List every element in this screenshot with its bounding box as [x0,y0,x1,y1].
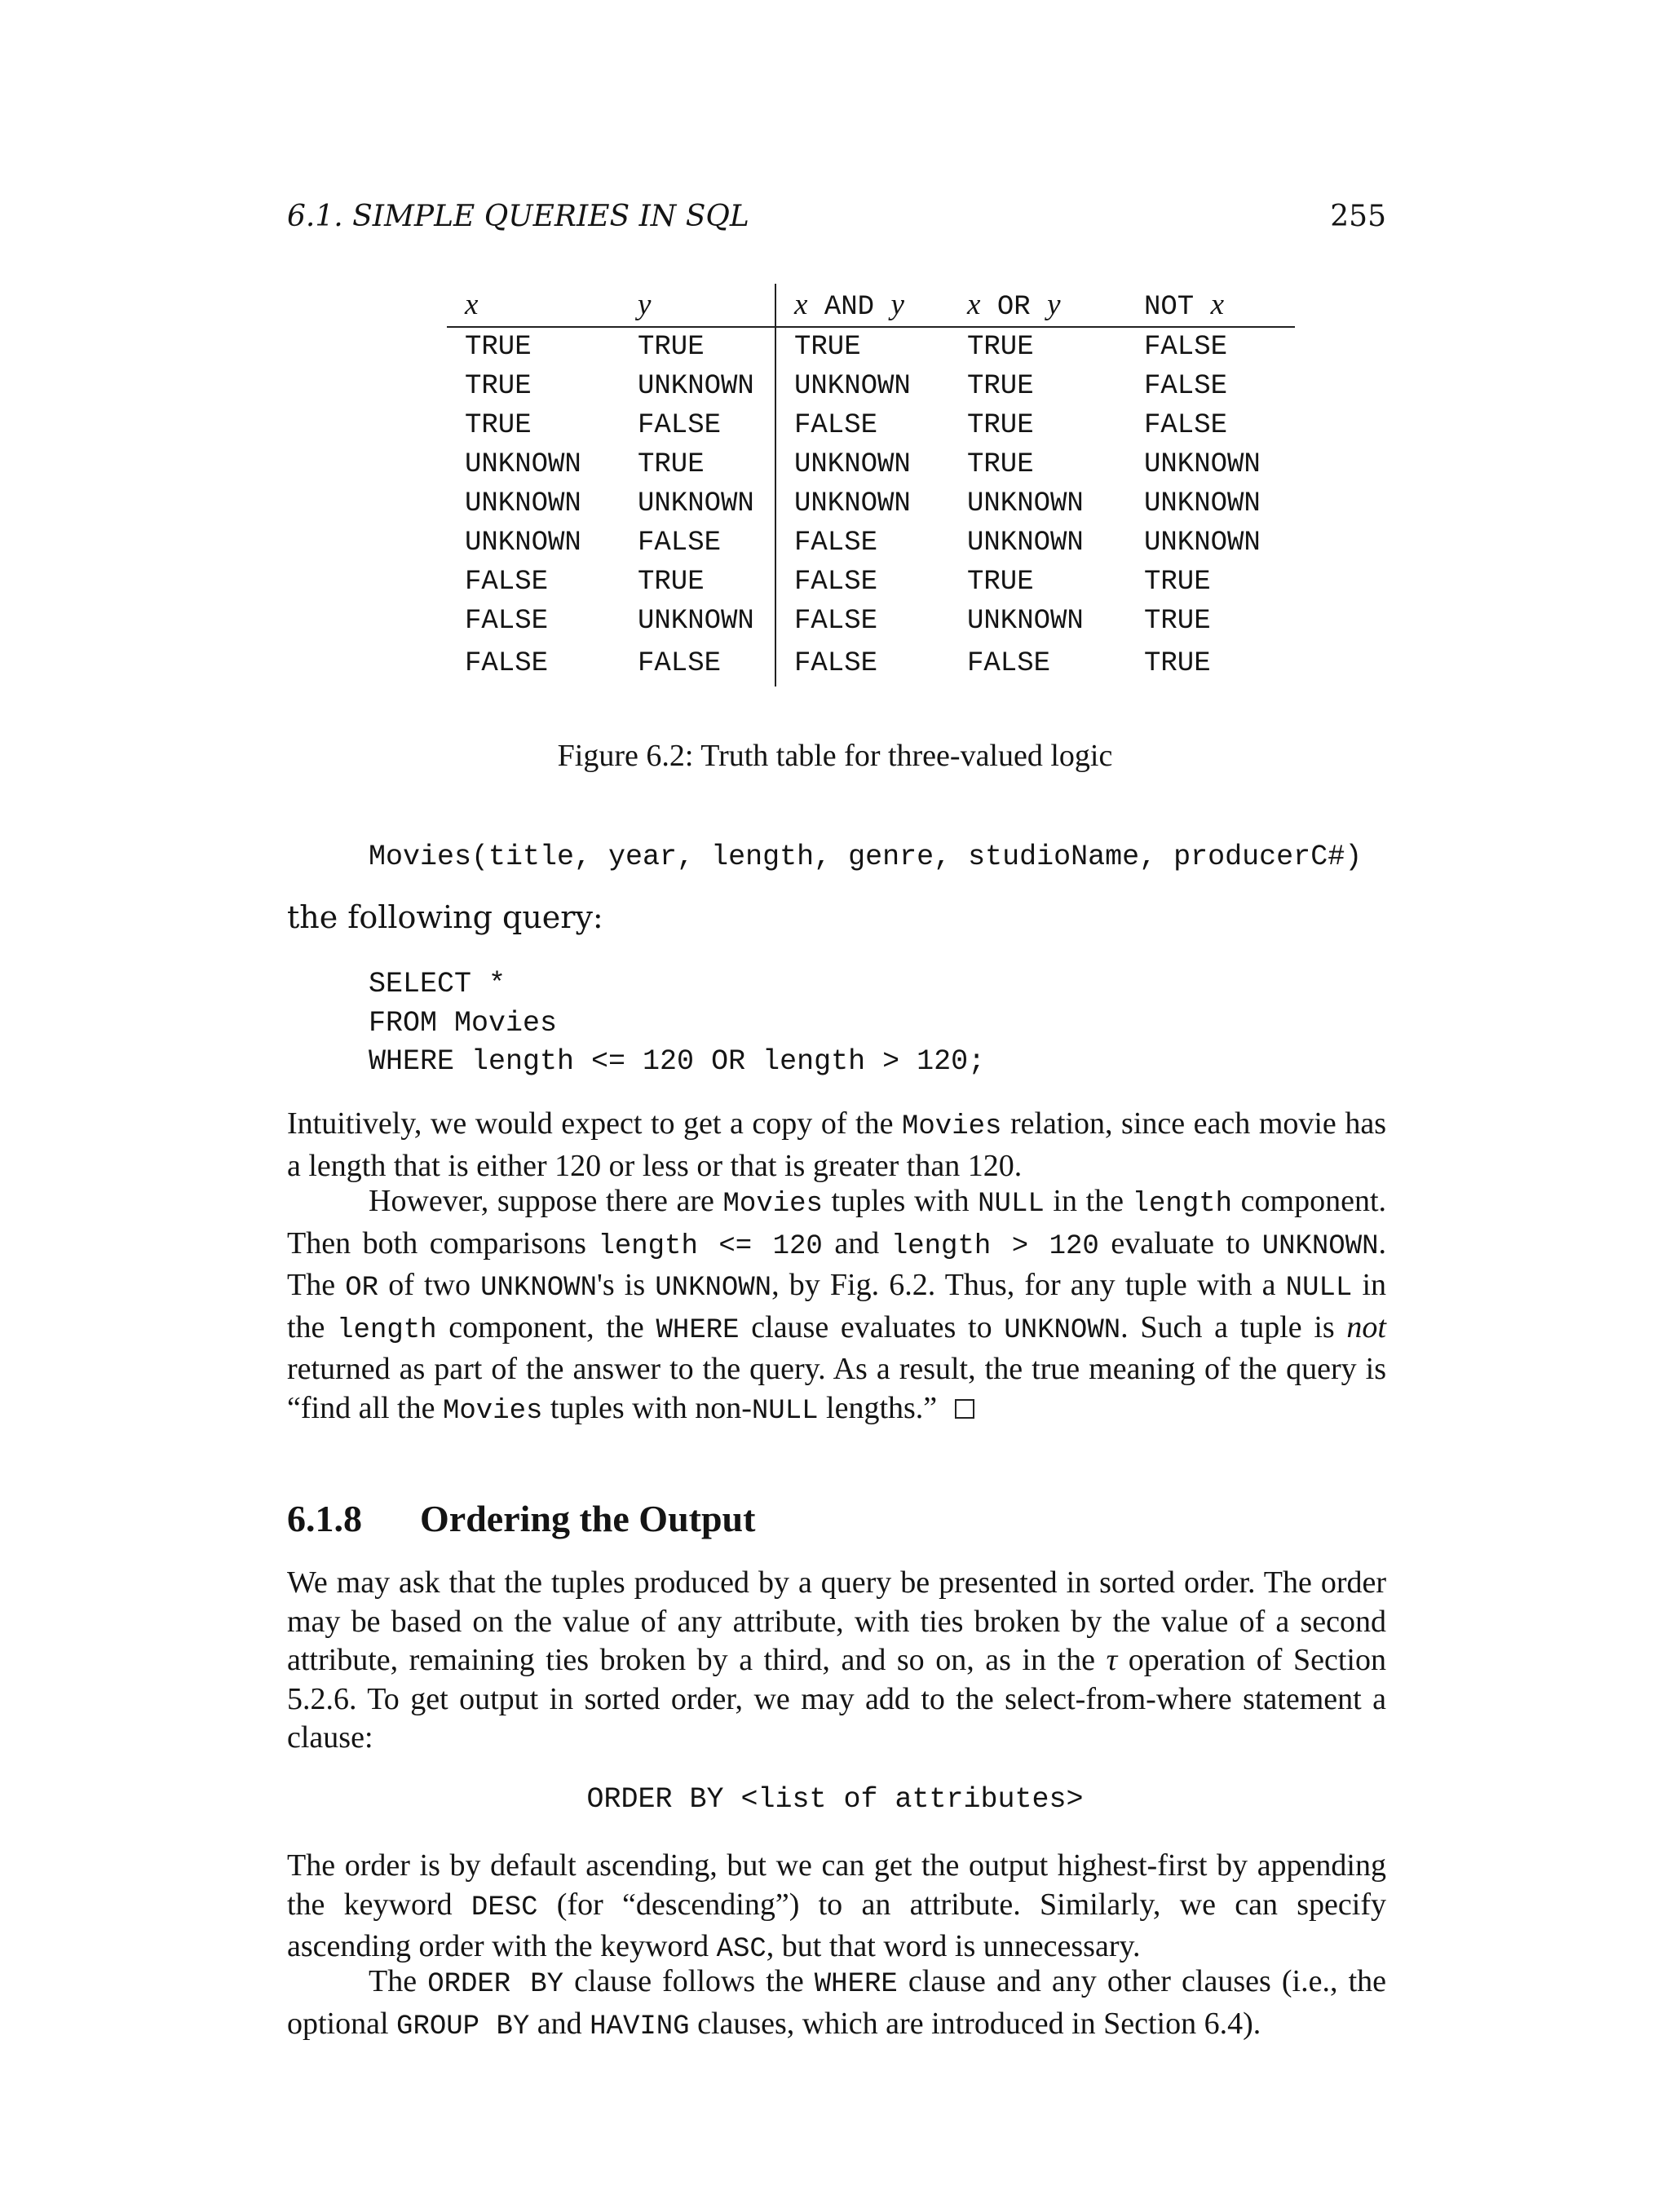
truth-table-header-row [447,284,1295,327]
table-cell: UNKNOWN [465,528,581,559]
table-cell: FALSE [465,567,549,598]
table-cell: TRUE [620,563,775,602]
table-cell: UNKNOWN [794,371,911,402]
header-and: x AND y [775,284,949,327]
table-cell: FALSE [794,528,878,559]
table-cell: FALSE [794,648,878,679]
table-cell: TRUE [1144,606,1211,637]
table-cell: TRUE [1144,648,1211,679]
table-cell: UNKNOWN [967,606,1084,637]
table-row [447,367,1295,406]
table-cell: FALSE [794,567,878,598]
table-cell: UNKNOWN [1144,528,1261,559]
relation-schema: Movies(title, year, length, genre, studioName, producerC#) [369,841,1363,873]
table-row [447,327,1295,367]
table-cell: FALSE [1144,410,1228,441]
table-cell: FALSE [465,648,549,679]
table-cell: TRUE [967,567,1034,598]
table-row [447,445,1295,484]
table-cell: UNKNOWN [794,488,911,519]
table-cell: TRUE [967,449,1034,480]
table-cell: TRUE [967,371,1034,402]
table-cell: UNKNOWN [1144,488,1261,519]
section-heading: 6.1.8 Ordering the Output [287,1498,756,1539]
table-cell: UNKNOWN [794,449,911,480]
paragraph-desc-asc: The order is by default ascending, but we can get the output highest-first by appending the keyword DESC (for “descending”) to an attribute. Similarly, we can specify ascending order with the keyword ASC, but that word is unnecessary. [287,1848,1386,1965]
table-cell: FALSE [794,606,878,637]
header-y: y [620,284,775,327]
lead-in-text: the following query: [287,899,603,935]
table-row [447,563,1295,602]
table-cell: TRUE [794,332,861,363]
paragraph-order-by-placement: The ORDER BY clause follows the WHERE clause and any other clauses (i.e., the optional GROUP BY and HAVING clauses, which are introduced in Section 6.4). [287,1964,1386,2042]
table-cell: TRUE [967,410,1034,441]
table-cell: UNKNOWN [1144,449,1261,480]
table-cell: FALSE [620,523,775,563]
paragraph-null-lengths: However, suppose there are Movies tuples with NULL in the length component. Then both comparisons length <= 120 and length > 120 evaluate to UNKNOWN. The OR of two UNKNOWN's is UNKNOWN, by Fig. 6.2. Thus, for any tuple with a NULL in the length component, the WHERE clause evaluates to UNKNOWN. Such a tuple is not returned as part of the answer to the query. As a result, the true meaning of the query is “find all the Movies tuples with non-NULL lengths.” [287,1184,1387,1427]
header-or: x OR y [949,284,1126,327]
table-row [447,484,1295,523]
header-x: x [447,284,620,327]
table-cell: TRUE [465,410,532,441]
table-cell: FALSE [465,606,549,637]
query-line-2: FROM Movies [369,1007,558,1040]
table-cell: TRUE [465,332,532,363]
table-cell: UNKNOWN [620,367,775,406]
order-by-clause: ORDER BY <list of attributes> [586,1783,1084,1816]
page-number: 255 [1330,200,1386,233]
paragraph-sorted-order: We may ask that the tuples produced by a query be presented in sorted order. The order may be based on the value of any attribute, with ties broken by the value of a second attribute, remaining ties broken by a third, and so on, as in the τ operation of Section 5.2.6. To get output in sorted order, we may add to the select-from-where statement a clause: [287,1565,1386,1755]
table-cell: UNKNOWN [465,449,581,480]
table-cell: UNKNOWN [465,488,581,519]
table-cell: UNKNOWN [620,484,775,523]
table-cell: UNKNOWN [620,602,775,641]
table-cell: UNKNOWN [967,488,1084,519]
header-not: NOT x [1126,284,1295,327]
figure-caption: Figure 6.2: Truth table for three-valued logic [557,739,1113,773]
table-cell: FALSE [620,641,775,687]
paragraph-intuitively: Intuitively, we would expect to get a copy of the Movies relation, since each movie has a length that is either 120 or less or that is greater than 120. [287,1106,1386,1183]
table-row [447,602,1295,641]
table-row [447,406,1295,445]
table-cell: TRUE [620,445,775,484]
table-cell: TRUE [465,371,532,402]
table-row [447,523,1295,563]
table-cell: TRUE [967,332,1034,363]
end-of-proof-square-icon [955,1399,974,1419]
query-line-1: SELECT * [369,968,506,1000]
query-line-3: WHERE length <= 120 OR length > 120; [369,1045,986,1078]
table-cell: TRUE [620,327,775,367]
table-cell: FALSE [620,406,775,445]
running-head: 6.1. SIMPLE QUERIES IN SQL [287,200,749,233]
table-cell: FALSE [1144,371,1228,402]
table-cell: FALSE [967,648,1051,679]
table-cell: TRUE [1144,567,1211,598]
table-cell: FALSE [794,410,878,441]
table-cell: FALSE [1144,332,1228,363]
table-cell: UNKNOWN [967,528,1084,559]
truth-table [447,284,1295,687]
table-row [447,641,1295,687]
